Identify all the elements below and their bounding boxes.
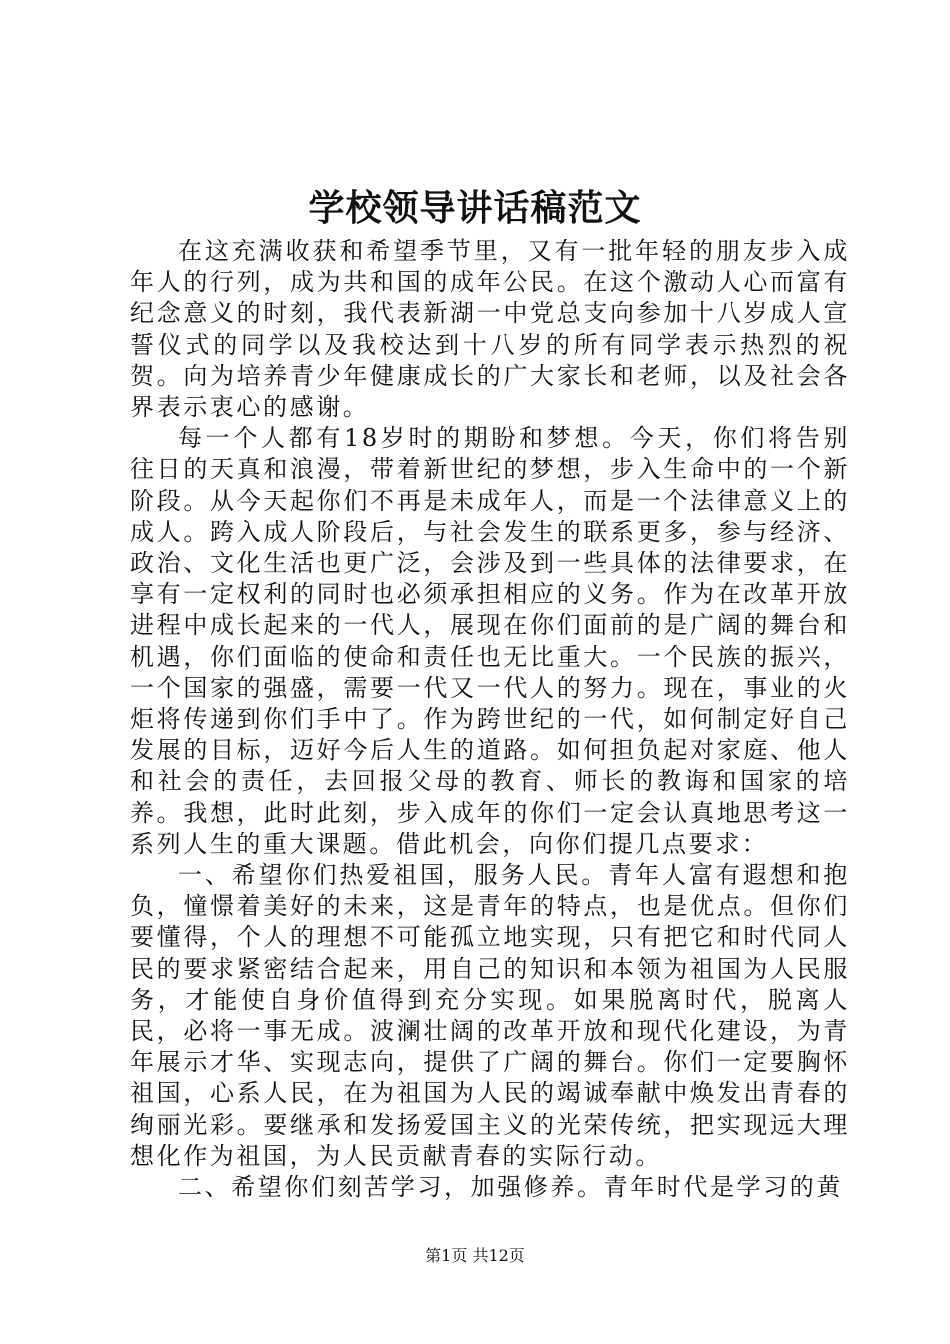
document-title: 学校领导讲话稿范文 [308,188,642,229]
paragraph-3: 一、希望你们热爱祖国，服务人民。青年人富有遐想和抱负，憧憬着美好的未来，这是青年的特点，也是优点。但你们要懂得，个人的理想不可能孤立地实现，只有把它和时代同人民的要求紧密结合起来，用自己的知识和本领为祖国为人民服务，才能使自身价值得到充分实现。如果脱离时代，脱离人民，必将一事无成。波澜壮阔的改革开放和现代化建设，为青年展示才华、实现志向，提供了广阔的舞台。你们一定要胸怀祖国，心系人民，在为祖国为人民的竭诚奉献中焕发出青春的绚丽光彩。要继承和发扬爱国主义的光荣传统，把实现远大理想化作为祖国，为人民贡献青春的实际行动。 [130,861,850,1170]
paragraph-1: 在这充满收获和希望季节里，又有一批年轻的朋友步入成年人的行列，成为共和国的成年公民。在这个激动人心而富有纪念意义的时刻，我代表新湖一中党总支向参加十八岁成人宣誓仪式的同学以及我校达到十八岁的所有同学表示热烈的祝贺。向为培养青少年健康成长的广大家长和老师，以及社会各界表示衷心的感谢。 [130,237,850,422]
page-number-footer: 第1页 共12页 [425,1246,525,1265]
paragraph-2: 每一个人都有18岁时的期盼和梦想。今天，你们将告别往日的天真和浪漫，带着新世纪的梦想，步入生命中的一个新阶段。从今天起你们不再是未成年人，而是一个法律意义上的成人。跨入成人阶段后，与社会发生的联系更多，参与经济、政治、文化生活也更广泛，会涉及到一些具体的法律要求，在享有一定权利的同时也必须承担相应的义务。作为在改革开放进程中成长起来的一代人，展现在你们面前的是广阔的舞台和机遇，你们面临的使命和责任也无比重大。一个民族的振兴，一个国家的强盛，需要一代又一代人的努力。现在，事业的火炬将传递到你们手中了。作为跨世纪的一代，如何制定好自己发展的目标，迈好今后人生的道路。如何担负起对家庭、他人和社会的责任，去回报父母的教育、师长的教诲和国家的培养。我想，此时此刻，步入成年的你们一定会认真地思考这一系列人生的重大课题。借此机会，向你们提几点要求： [130,424,850,858]
document-body [130,236,850,1203]
paragraph-4: 二、希望你们刻苦学习，加强修养。青年时代是学习的黄 [178,1173,843,1202]
